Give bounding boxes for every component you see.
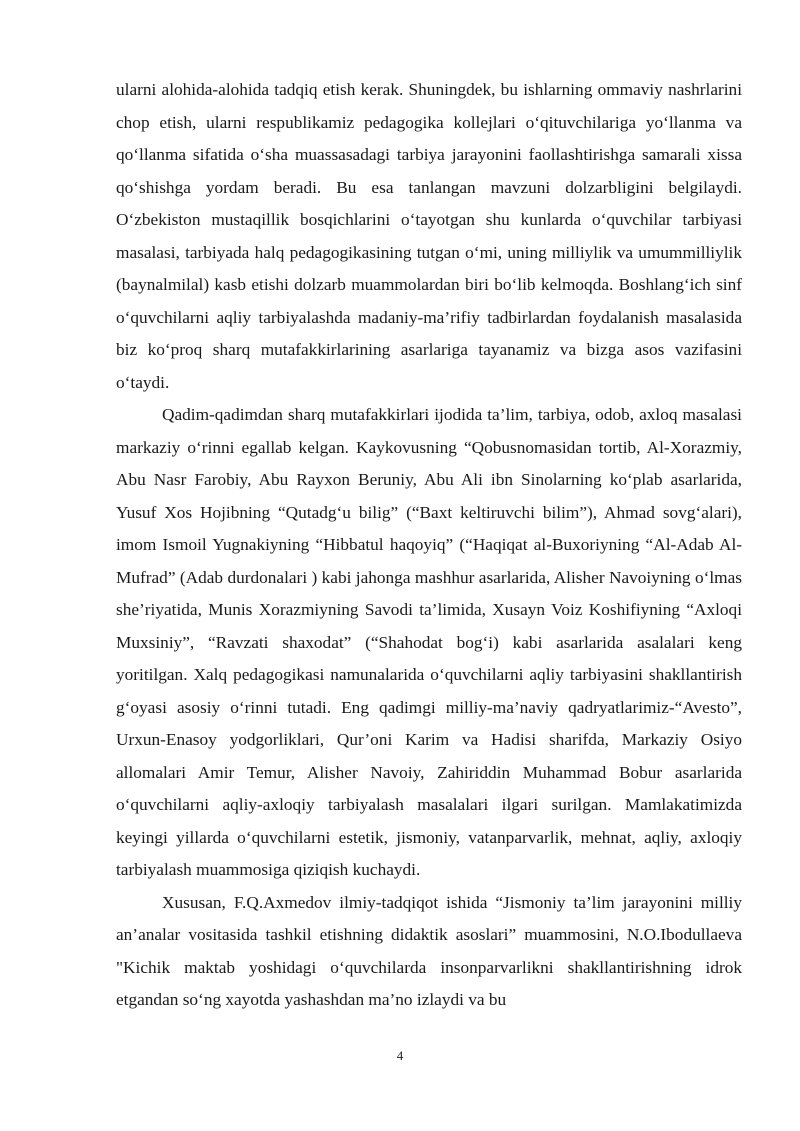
paragraph: ularni alohida-alohida tadqiq etish kerak. Shuningdek, bu ishlarning ommaviy nashrlarini chop etish, ularni respublikamiz pedagogika kollejlari o‘qituvchilariga yo‘llanma va qo‘llanma sifatida o‘sha muassasadagi tarbiya jarayonini faollashtirishga samarali xissa qo‘shishga yordam beradi. Bu esa tanlangan mavzuni dolzarbligini belgilaydi. O‘zbekiston mustaqillik bosqichlarini o‘tayotgan shu kunlarda o‘quvchilar tarbiyasi masalasi, tarbiyada halq pedagogikasining tutgan o‘mi, uning milliylik va umummilliylik (baynalmilal) kasb etishi dolzarb muammolardan biri bo‘lib kelmoqda. Boshlang‘ich sinf o‘quvchilarni aqliy tarbiyalashda madaniy-ma’rifiy tadbirlardan foydalanish masalasida biz ko‘proq sharq mutafakkirlarining asarlariga tayanamiz va bizga asos vazifasini o‘taydi. xyxy=(116,80,742,392)
paragraph: Xususan, F.Q.Axmedov ilmiy-tadqiqot ishida “Jismoniy ta’lim jarayonini milliy an’analar vositasida tashkil etishning didaktik asoslari” muammosini, N.O.Ibodullaeva "Kichik maktab yoshidagi o‘quvchilarda insonparvarlikni shakllantirishning idrok etgandan so‘ng xayotda yashashdan ma’no izlaydi va bu xyxy=(116,892,742,1009)
paragraph: Qadim-qadimdan sharq mutafakkirlari ijodida ta’lim, tarbiya, odob, axloq masalasi markaziy o‘rinni egallab kelgan. Kaykovusning “Qobusnomasidan tortib, Al-Xorazmiy, Abu Nasr Farobiy, Abu Rayxon Beruniy, Abu Ali ibn Sinolarning ko‘plab asarlarida, Yusuf Xos Hojibning “Qutadg‘u bilig” (“Baxt keltiruvchi bilim”), Ahmad sovg‘alari), imom Ismoil Yugnakiyning “Hibbatul haqoyiq” (“Haqiqat al-Buxoriyning “Al-Adab Al-Mufrad” (Adab durdonalari ) kabi jahonga mashhur asarlarida, Alisher Navoiyning o‘lmas she’riyatida, Munis Xorazmiyning Savodi ta’limida, Xusayn Voiz Koshifiyning “Axloqi Muxsiniy”, “Ravzati shaxodat” (“Shahodat bog‘i) kabi asarlarida asalalari keng yoritilgan. Xalq pedagogikasi namunalarida o‘quvchilarni aqliy tarbiyasini shakllantirish g‘oyasi asosiy o‘rinni tutadi. Eng qadimgi milliy-ma’naviy qadryatlarimiz-“Avesto”, Urxun-Enasoy yodgorliklari, Qur’oni Karim va Hadisi sharifda, Markaziy Osiyo allomalari Amir Temur, Alisher Navoiy, Zahiriddin Muhammad Bobur asarlarida o‘quvchilarni aqliy-axloqiy tarbiyalash masalalari ilgari surilgan. Mamlakatimizda keyingi yillarda o‘quvchilarni estetik, jismoniy, vatanparvarlik, mehnat, aqliy, axloqiy tarbiyalash muammosiga qiziqish kuchaydi. xyxy=(116,405,742,879)
page-number: 4 xyxy=(396,1048,404,1063)
page-body xyxy=(116,74,742,1017)
